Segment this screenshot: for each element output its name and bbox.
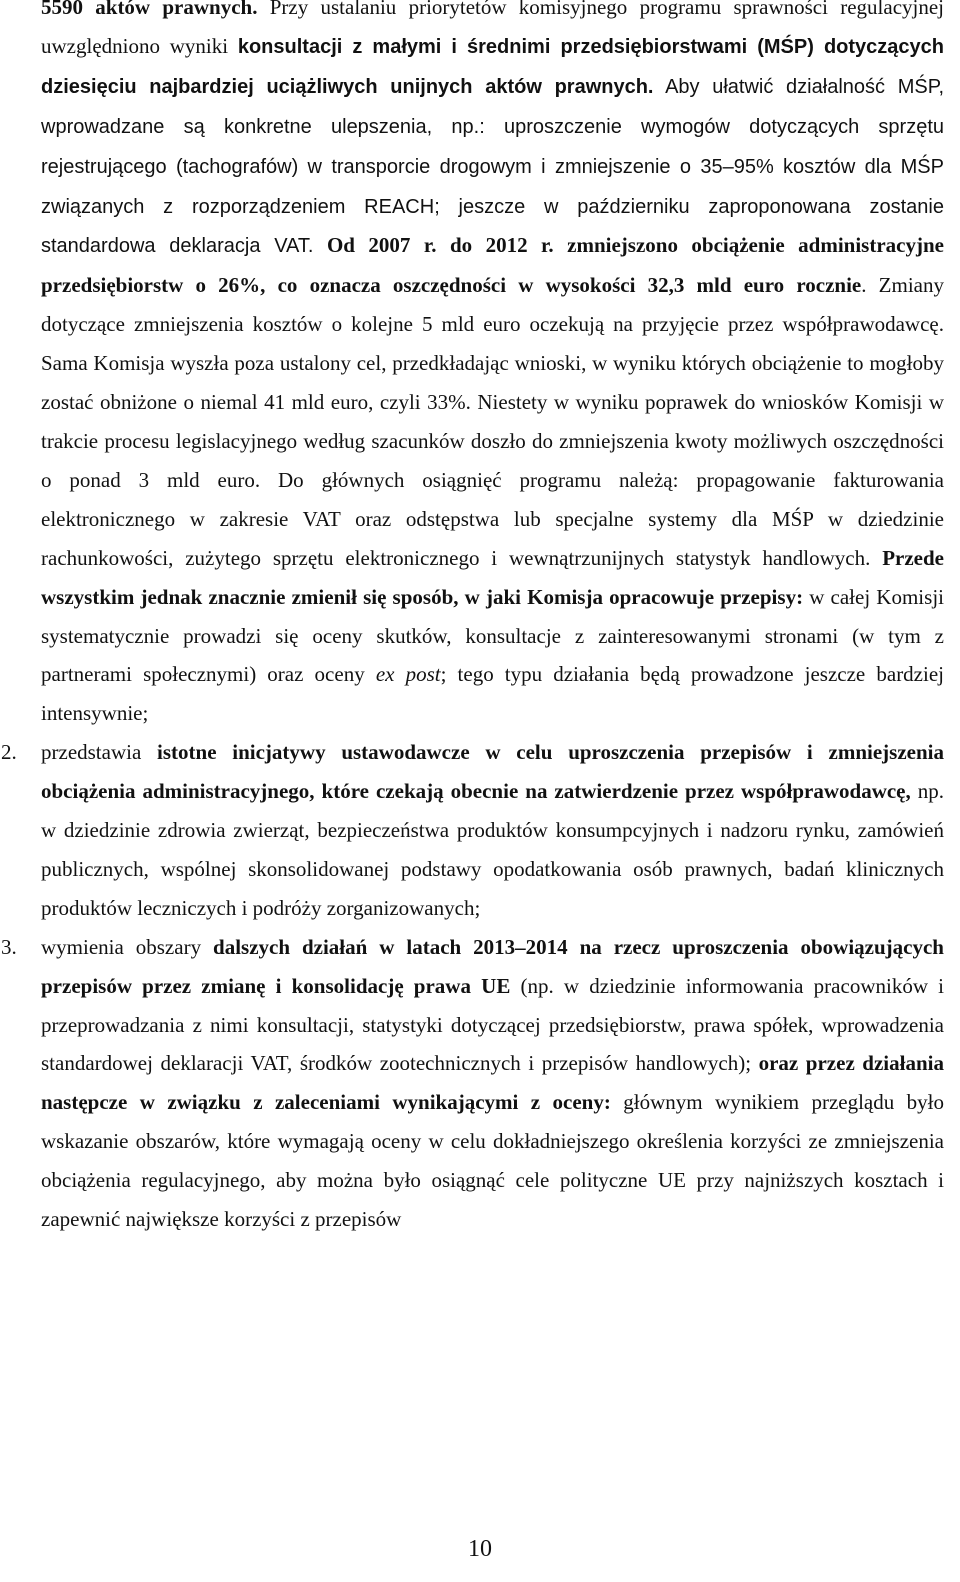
bold-text: Od 2007 r. do 2012 r. zmniejszono obciążenie administracyjne przedsiębiorstw o 26%, co oznacza oszczędności w wysokości 32,3 mld euro rocznie: [41, 233, 944, 298]
body-text: Sama Komisja wyszła poza ustalony cel, przedkładając wnioski, w wyniku których obciążenie to mogłoby zostać obniżone o niemal 41 mld euro, czyli 33%. Niestety w wyniku poprawek do wniosków Komisji w trakcie procesu legislacyjnego według szacunków doszło do zmniejszenia kwoty możliwych oszczędności o ponad 3 mld euro. Do głównych osiągnięć programu należą: propagowanie fakturowania elektronicznego w zakresie VAT oraz odstępstwa lub specjalne systemy dla MŚP w dziedzinie rachunkowości, zużytego sprzętu elektronicznego i wewnątrzunijnych statystyk handlowych.: [41, 351, 944, 570]
body-text: ; tego typu działania będą prowadzone jeszcze bardziej intensywnie;: [41, 662, 944, 726]
body-text: np. w dziedzinie zdrowia zwierząt, bezpieczeństwa produktów konsumpcyjnych i nadzoru rynku, zamówień publicznych, wspólnej skonsolidowanej podstawy opodatkowania osób prawnych, badań klinicznych produktów leczniczych i podróży zorganizowanych;: [41, 779, 944, 920]
list-number: 2.: [1, 740, 17, 765]
bold-text: istotne inicjatywy ustawodawcze w celu uproszczenia przepisów i zmniejszenia obciążenia administracyjnego, które czekają obecnie na zatwierdzenie przez współprawodawcę,: [41, 740, 944, 804]
bold-text: Przede wszystkim jednak znacznie zmienił się sposób, w jaki Komisja opracowuje przepisy:: [41, 545, 944, 609]
body-text: . Zmiany dotyczące zmniejszenia kosztów o kolejne 5 mld euro oczekują na przyjęcie przez współprawodawcę.: [41, 273, 944, 337]
bold-text: dalszych działań w latach 2013–2014 na rzecz uproszczenia obowiązujących przepisów przez zmianę i konsolidację prawa UE: [41, 934, 944, 998]
body-text: wymienia obszary: [41, 934, 214, 959]
body-text: Przy ustalaniu priorytetów komisyjnego programu sprawności regulacyjnej uwzględniono wyniki: [41, 0, 945, 58]
bold-text: oraz przez działania następcze w związku z zaleceniami wynikającymi z oceny:: [41, 1051, 944, 1115]
paragraph-1: [41, 0, 944, 733]
italic-text: ex post: [375, 662, 441, 687]
body-text: (np. w dziedzinie informowania pracowników i przeprowadzania z nimi konsultacji, statystyki dotyczącej przedsiębiorstw, prawa spółek, wprowadzenia standardowej deklaracji VAT, środków zootechnicznych i przepisów handlowych);: [41, 973, 944, 1076]
page-number: 10: [468, 1536, 492, 1562]
list-item-2: [1, 733, 944, 928]
list-number: 3.: [1, 934, 17, 959]
body-text: głównym wynikiem przeglądu było wskazanie obszarów, które wymagają oceny w celu dokładniejszego określenia korzyści ze zmniejszenia obciążenia regulacyjnego, aby można było osiągnąć cele polityczne UE przy najniższych kosztach i zapewnić największe korzyści z przepisów: [41, 1090, 945, 1232]
body-text: przedstawia: [41, 740, 158, 765]
bold-text: 5590 aktów prawnych.: [41, 0, 258, 19]
list-item-3: [1, 928, 945, 1239]
bold-text: konsultacji z małymi i średnimi przedsiębiorstwami (MŚP) dotyczących dziesięciu najbardziej uciążliwych unijnych aktów prawnych.: [41, 35, 945, 98]
body-text: w całej Komisji systematycznie prowadzi się oceny skutków, konsultacje z zainteresowanymi stronami (w tym z partnerami społecznymi) oraz oceny: [41, 584, 944, 687]
body-text: : uproszczenie wymogów dotyczących sprzętu rejestrującego (tachografów) w transporcie drogowym i zmniejszenie o 35–95% kosztów dla MŚP związanych z rozporządzeniem REACH; jeszcze w październiku zaproponowana zostanie standardowa deklaracja VAT.: [41, 115, 944, 258]
body-text: Aby ułatwić działalność MŚP, wprowadzane są konkretne ulepszenia, np.: [41, 75, 945, 138]
